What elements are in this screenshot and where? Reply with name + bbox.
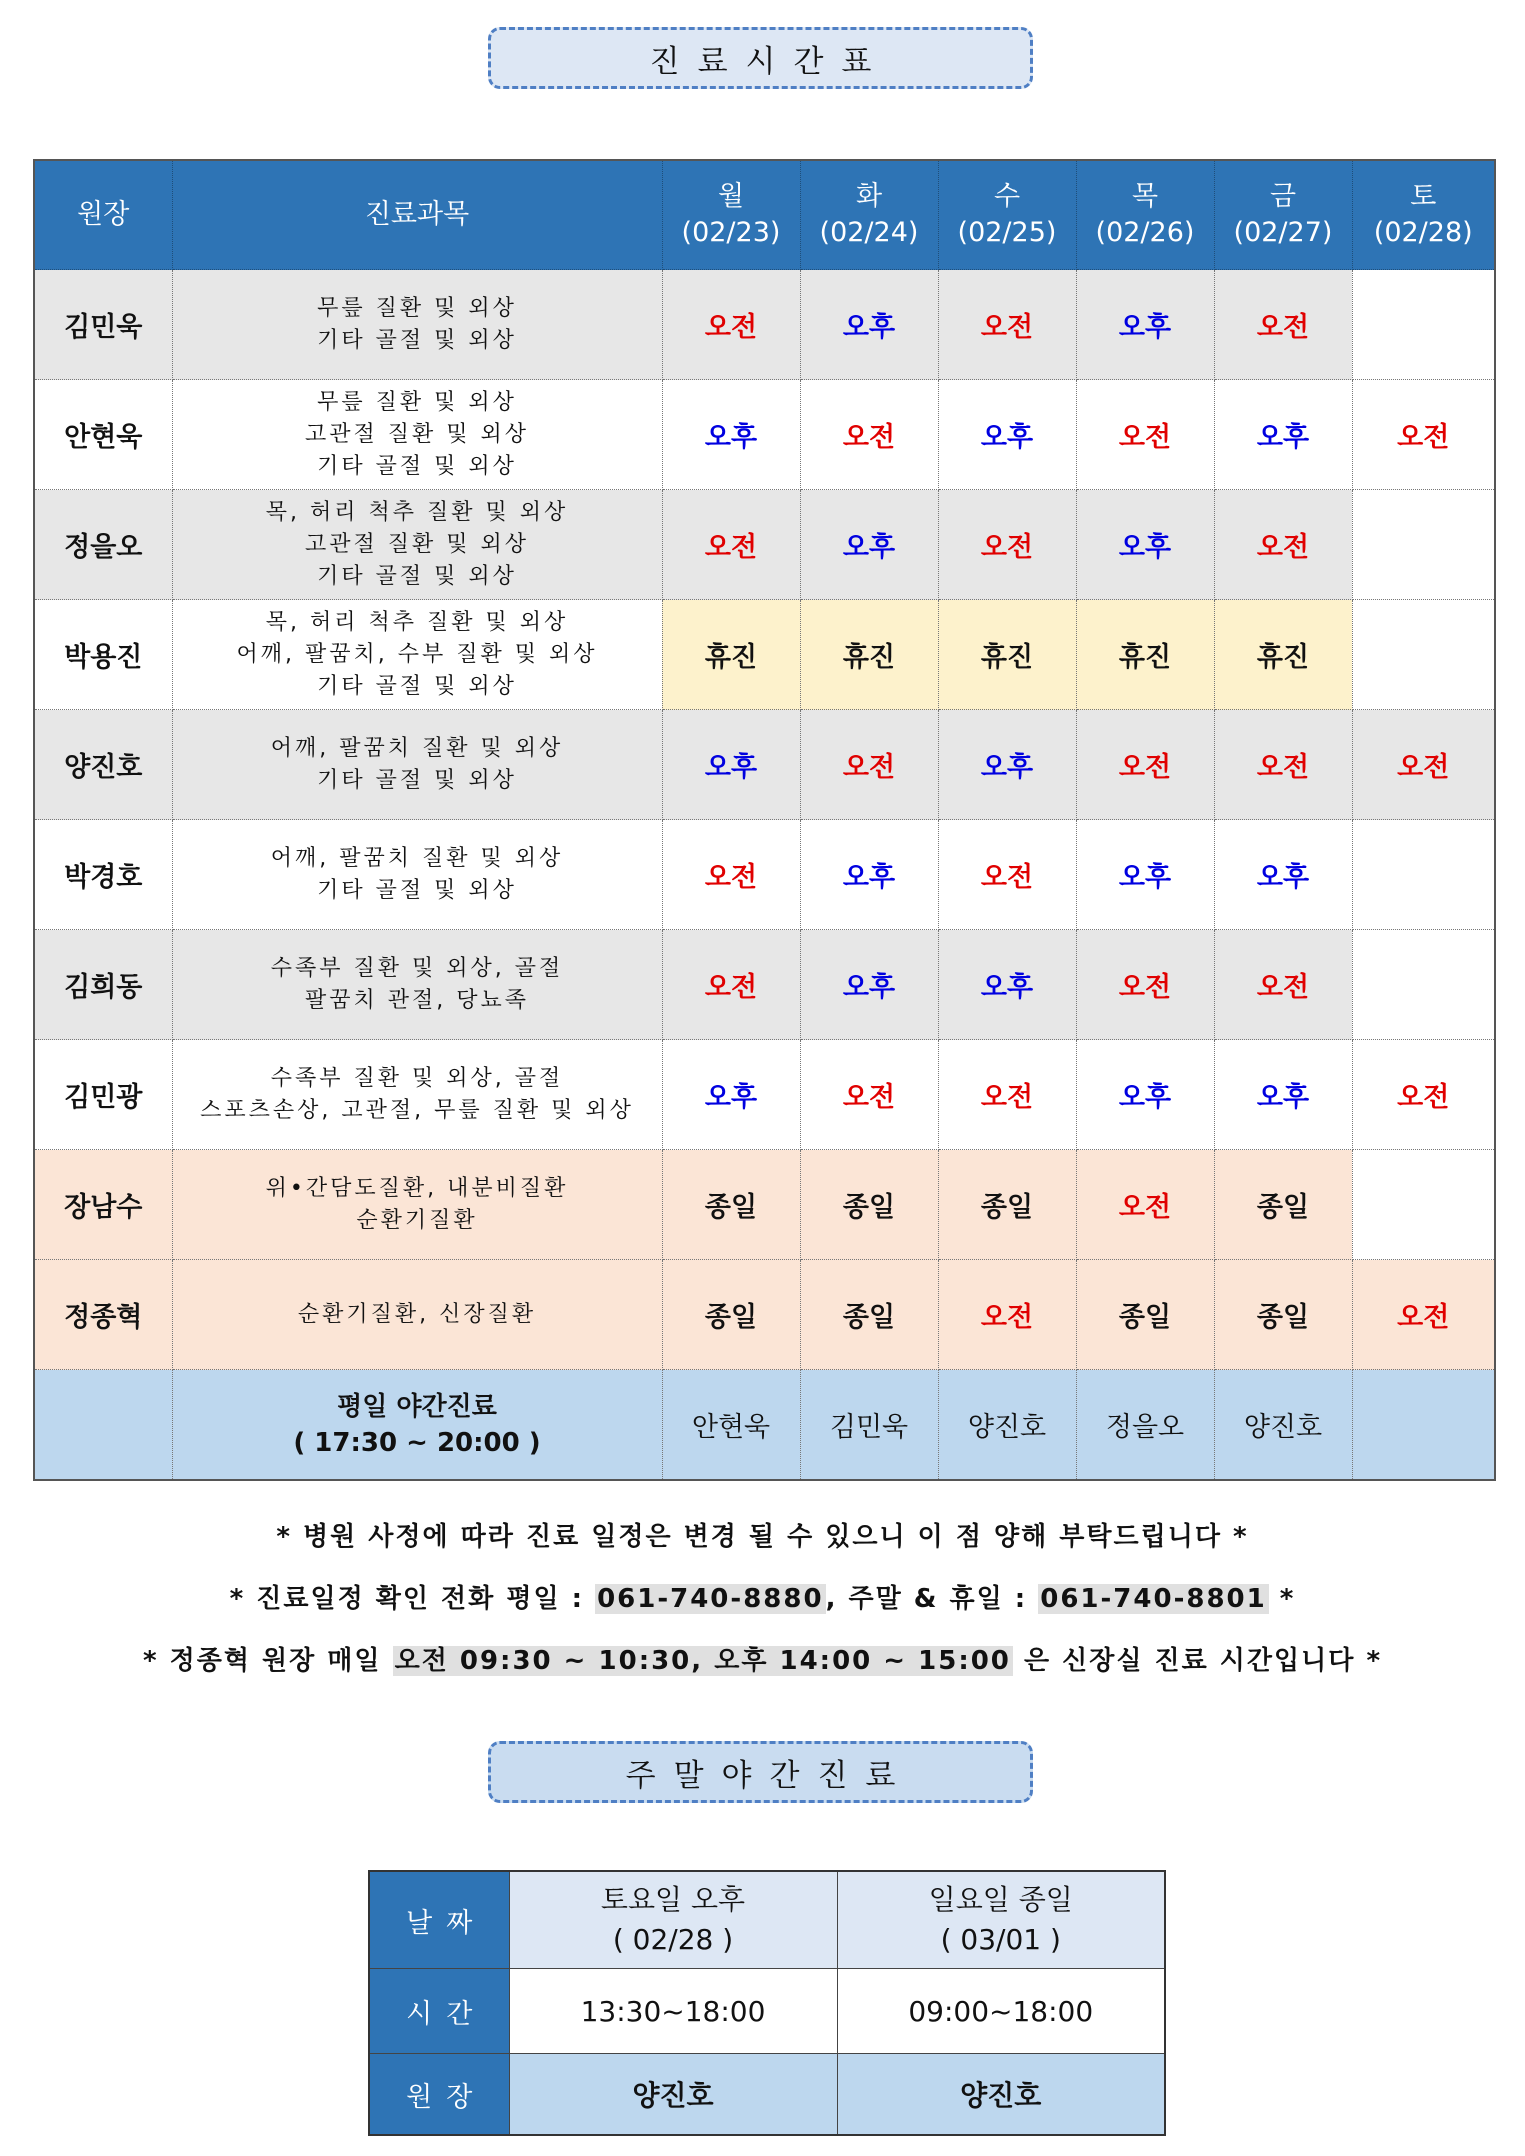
slot-value: 오후 xyxy=(704,1082,758,1113)
weekend-day-sunday: 일요일 종일 xyxy=(928,1883,1073,1916)
schedule-table xyxy=(33,159,1496,1481)
slot-cell xyxy=(1214,1260,1352,1370)
slot-value: 오전 xyxy=(980,312,1034,343)
slot-value: 오전 xyxy=(704,312,758,343)
slot-cell xyxy=(1076,270,1214,380)
slot-cell xyxy=(938,820,1076,930)
director-name: 김민광 xyxy=(34,1040,172,1150)
slot-value: 오전 xyxy=(1397,1302,1450,1333)
slot-value: 오후 xyxy=(1256,422,1310,453)
weekday-phone: 061-740-8880 xyxy=(597,1584,824,1614)
table-row xyxy=(34,1260,1495,1370)
slot-value: 오전 xyxy=(704,972,758,1003)
subject-line: 기타 골절 및 외상 xyxy=(317,673,517,699)
slot-cell xyxy=(1214,1150,1352,1260)
subject-line: 어깨, 팔꿈치, 수부 질환 및 외상 xyxy=(236,641,598,667)
slot-value: 오전 xyxy=(1118,972,1172,1003)
subject-line: 무릎 질환 및 외상 xyxy=(317,389,517,415)
slot-cell xyxy=(662,600,800,710)
slot-value: 오후 xyxy=(842,862,896,893)
header-weekday: 수 xyxy=(993,181,1021,212)
slot-value: 오후 xyxy=(842,532,896,563)
slot-value: 오전 xyxy=(1397,422,1450,453)
subject-cell xyxy=(172,710,662,820)
weekend-time-sunday: 09:00~18:00 xyxy=(837,1969,1165,2054)
slot-value: 오전 xyxy=(980,1082,1034,1113)
slot-cell xyxy=(1076,1150,1214,1260)
slot-cell xyxy=(938,270,1076,380)
slot-value: 휴진 xyxy=(842,642,896,673)
slot-value: 오후 xyxy=(1118,1082,1172,1113)
slot-cell xyxy=(938,1150,1076,1260)
dialysis-notice-suffix: 은 신장실 진료 시간입니다 * xyxy=(1012,1646,1383,1676)
slot-cell xyxy=(1214,710,1352,820)
director-name: 정을오 xyxy=(34,490,172,600)
header-day-0 xyxy=(662,160,800,270)
weekend-director-row xyxy=(369,2054,1165,2136)
header-subject: 진료과목 xyxy=(172,160,662,270)
slot-cell xyxy=(938,490,1076,600)
night-doctor: 김민욱 xyxy=(829,1412,909,1443)
weekend-label-date: 날짜 xyxy=(369,1871,509,1969)
slot-value: 오전 xyxy=(1118,752,1172,783)
slot-value: 휴진 xyxy=(980,642,1034,673)
subject-line: 기타 골절 및 외상 xyxy=(317,877,517,903)
header-date: (02/28) xyxy=(1373,217,1473,248)
director-name: 박경호 xyxy=(34,820,172,930)
weekend-date-saturday xyxy=(509,1871,837,1969)
weekend-director-sunday: 양진호 xyxy=(837,2054,1165,2136)
weekend-daydate-sunday: ( 03/01 ) xyxy=(940,1923,1061,1956)
slot-cell xyxy=(800,1040,938,1150)
slot-cell xyxy=(662,930,800,1040)
subject-line: 팔꿈치 관절, 당뇨족 xyxy=(305,987,529,1013)
night-doctor-cell xyxy=(1214,1370,1352,1481)
night-row xyxy=(34,1370,1495,1481)
slot-value: 오후 xyxy=(1118,312,1172,343)
table-row xyxy=(34,820,1495,930)
slot-cell xyxy=(1352,270,1495,380)
slot-cell xyxy=(800,710,938,820)
slot-cell xyxy=(662,820,800,930)
slot-value: 오후 xyxy=(842,972,896,1003)
slot-cell xyxy=(1352,1150,1495,1260)
slot-value: 오전 xyxy=(980,862,1034,893)
header-date: (02/26) xyxy=(1095,217,1195,248)
slot-value: 오전 xyxy=(1118,422,1172,453)
night-title-cell xyxy=(172,1370,662,1481)
subject-cell xyxy=(172,1260,662,1370)
header-day-2 xyxy=(938,160,1076,270)
subject-line: 수족부 질환 및 외상, 골절 xyxy=(270,1065,564,1091)
subject-cell xyxy=(172,1150,662,1260)
slot-cell xyxy=(800,270,938,380)
header-day-1 xyxy=(800,160,938,270)
slot-cell xyxy=(1076,1260,1214,1370)
slot-cell xyxy=(1214,270,1352,380)
slot-value: 오전 xyxy=(1256,752,1310,783)
slot-cell xyxy=(662,380,800,490)
slot-value: 오전 xyxy=(980,532,1034,563)
weekend-table xyxy=(368,1870,1166,2136)
phone-notice-mid: , 주말 & 휴일 : xyxy=(825,1584,1039,1614)
slot-value: 오전 xyxy=(1256,972,1310,1003)
weekend-label-time: 시간 xyxy=(369,1969,509,2054)
slot-value: 휴진 xyxy=(1256,642,1310,673)
weekend-director-saturday: 양진호 xyxy=(509,2054,837,2136)
night-doctor: 안현욱 xyxy=(691,1412,771,1443)
schedule-title: 진료시간표 xyxy=(488,27,1033,89)
table-row xyxy=(34,490,1495,600)
subject-line: 위•간담도질환, 내분비질환 xyxy=(265,1175,569,1201)
table-row xyxy=(34,600,1495,710)
table-row xyxy=(34,1150,1495,1260)
slot-cell xyxy=(1076,930,1214,1040)
slot-value: 오전 xyxy=(704,862,758,893)
night-doctor-cell xyxy=(800,1370,938,1481)
slot-cell xyxy=(800,490,938,600)
slot-cell xyxy=(800,820,938,930)
night-doctor: 양진호 xyxy=(1243,1412,1323,1443)
director-name: 장남수 xyxy=(34,1150,172,1260)
night-doctor-cell xyxy=(938,1370,1076,1481)
slot-value: 오전 xyxy=(842,752,896,783)
slot-cell xyxy=(1076,490,1214,600)
director-name: 김민욱 xyxy=(34,270,172,380)
subject-line: 스포츠손상, 고관절, 무릎 질환 및 외상 xyxy=(200,1097,634,1123)
subject-line: 어깨, 팔꿈치 질환 및 외상 xyxy=(270,735,564,761)
slot-cell xyxy=(1352,380,1495,490)
slot-cell xyxy=(1352,490,1495,600)
slot-value: 오후 xyxy=(980,752,1034,783)
slot-cell xyxy=(662,490,800,600)
dialysis-notice xyxy=(0,1640,1525,1677)
subject-line: 어깨, 팔꿈치 질환 및 외상 xyxy=(270,845,564,871)
header-day-3 xyxy=(1076,160,1214,270)
header-date: (02/23) xyxy=(681,217,781,248)
slot-cell xyxy=(662,1260,800,1370)
slot-cell xyxy=(662,1150,800,1260)
weekend-date-sunday xyxy=(837,1871,1165,1969)
slot-cell xyxy=(1076,710,1214,820)
slot-cell xyxy=(800,1260,938,1370)
slot-value: 오후 xyxy=(1256,862,1310,893)
header-date: (02/25) xyxy=(957,217,1057,248)
weekend-time-saturday: 13:30~18:00 xyxy=(509,1969,837,2054)
slot-cell xyxy=(1214,380,1352,490)
header-weekday: 금 xyxy=(1269,181,1297,212)
slot-cell xyxy=(800,930,938,1040)
slot-value: 오전 xyxy=(980,1302,1034,1333)
table-row xyxy=(34,930,1495,1040)
slot-value: 종일 xyxy=(704,1192,758,1223)
slot-cell xyxy=(800,380,938,490)
weekend-phone: 061-740-8801 xyxy=(1040,1584,1267,1614)
slot-cell xyxy=(938,600,1076,710)
weekend-label-director: 원장 xyxy=(369,2054,509,2136)
night-doctor-cell xyxy=(662,1370,800,1481)
subject-line: 순환기질환 xyxy=(356,1207,478,1233)
slot-cell xyxy=(1352,930,1495,1040)
dialysis-notice-prefix: * 정종혁 원장 매일 xyxy=(142,1646,393,1676)
director-name: 박용진 xyxy=(34,600,172,710)
slot-value: 오후 xyxy=(1256,1082,1310,1113)
slot-cell xyxy=(800,1150,938,1260)
director-name: 김희동 xyxy=(34,930,172,1040)
night-doctor-cell xyxy=(1352,1370,1495,1481)
subject-line: 기타 골절 및 외상 xyxy=(317,327,517,353)
slot-value: 종일 xyxy=(842,1302,896,1333)
slot-value: 오후 xyxy=(704,752,758,783)
slot-cell xyxy=(938,710,1076,820)
slot-cell xyxy=(1214,490,1352,600)
slot-cell xyxy=(1214,820,1352,930)
table-row xyxy=(34,270,1495,380)
header-day-4 xyxy=(1214,160,1352,270)
night-empty-cell xyxy=(34,1370,172,1481)
director-name: 안현욱 xyxy=(34,380,172,490)
slot-cell xyxy=(1076,380,1214,490)
slot-value: 휴진 xyxy=(704,642,758,673)
slot-cell xyxy=(1076,820,1214,930)
slot-value: 휴진 xyxy=(1118,642,1172,673)
weekend-time-row xyxy=(369,1969,1165,2054)
slot-cell xyxy=(1214,600,1352,710)
slot-cell xyxy=(1214,1040,1352,1150)
slot-value: 오후 xyxy=(980,972,1034,1003)
slot-value: 오후 xyxy=(842,312,896,343)
schedule-change-notice: * 병원 사정에 따라 진료 일정은 변경 될 수 있으니 이 점 양해 부탁드립니다 * xyxy=(276,1522,1249,1552)
subject-cell xyxy=(172,820,662,930)
slot-value: 오전 xyxy=(1256,312,1310,343)
night-doctor: 양진호 xyxy=(967,1412,1047,1443)
slot-value: 종일 xyxy=(980,1192,1034,1223)
slot-value: 종일 xyxy=(1256,1302,1310,1333)
slot-cell xyxy=(1076,600,1214,710)
phone-notice xyxy=(0,1578,1525,1615)
subject-line: 목, 허리 척추 질환 및 외상 xyxy=(265,499,569,525)
slot-value: 종일 xyxy=(1256,1192,1310,1223)
slot-cell xyxy=(1352,1040,1495,1150)
slot-value: 종일 xyxy=(704,1302,758,1333)
slot-cell xyxy=(800,600,938,710)
slot-value: 오후 xyxy=(980,422,1034,453)
night-title: 평일 야간진료 xyxy=(337,1391,497,1422)
header-weekday: 월 xyxy=(717,181,745,212)
night-doctor-cell xyxy=(1076,1370,1214,1481)
slot-value: 오전 xyxy=(1118,1192,1172,1223)
schedule-header-row xyxy=(34,160,1495,270)
slot-cell xyxy=(662,710,800,820)
slot-cell xyxy=(662,1040,800,1150)
subject-line: 기타 골절 및 외상 xyxy=(317,453,517,479)
weekend-day-saturday: 토요일 오후 xyxy=(600,1883,746,1916)
slot-cell xyxy=(1214,930,1352,1040)
slot-cell xyxy=(1352,710,1495,820)
slot-cell xyxy=(938,1040,1076,1150)
slot-cell xyxy=(1352,1260,1495,1370)
slot-value: 종일 xyxy=(842,1192,896,1223)
table-row xyxy=(34,380,1495,490)
subject-cell xyxy=(172,270,662,380)
slot-cell xyxy=(938,1260,1076,1370)
weekend-daydate-saturday: ( 02/28 ) xyxy=(612,1923,734,1956)
slot-cell xyxy=(938,380,1076,490)
slot-cell xyxy=(938,930,1076,1040)
table-row xyxy=(34,1040,1495,1150)
director-name: 양진호 xyxy=(34,710,172,820)
weekend-title: 주말야간진료 xyxy=(488,1741,1033,1803)
subject-cell xyxy=(172,600,662,710)
slot-value: 오전 xyxy=(1397,752,1450,783)
header-weekday: 토 xyxy=(1410,181,1437,212)
header-weekday: 목 xyxy=(1131,181,1159,212)
header-day-5 xyxy=(1352,160,1495,270)
subject-cell xyxy=(172,490,662,600)
header-date: (02/24) xyxy=(819,217,919,248)
slot-value: 오후 xyxy=(1118,532,1172,563)
slot-value: 오후 xyxy=(704,422,758,453)
weekend-date-row xyxy=(369,1871,1165,1969)
phone-notice-prefix: * 진료일정 확인 전화 평일 : xyxy=(229,1584,596,1614)
phone-notice-suffix: * xyxy=(1268,1584,1296,1614)
subject-line: 수족부 질환 및 외상, 골절 xyxy=(270,955,564,981)
slot-cell xyxy=(662,270,800,380)
slot-cell xyxy=(1076,1040,1214,1150)
header-weekday: 화 xyxy=(855,181,883,212)
header-date: (02/27) xyxy=(1233,217,1333,248)
table-row xyxy=(34,710,1495,820)
dialysis-hours: 오전 09:30 ~ 10:30, 오후 14:00 ~ 15:00 xyxy=(394,1646,1011,1676)
slot-value: 오전 xyxy=(1256,532,1310,563)
subject-line: 목, 허리 척추 질환 및 외상 xyxy=(265,609,569,635)
slot-cell xyxy=(1352,600,1495,710)
slot-value: 오후 xyxy=(1118,862,1172,893)
slot-value: 오전 xyxy=(842,422,896,453)
subject-line: 순환기질환, 신장질환 xyxy=(297,1301,537,1327)
subject-cell xyxy=(172,930,662,1040)
subject-line: 기타 골절 및 외상 xyxy=(317,563,517,589)
subject-line: 기타 골절 및 외상 xyxy=(317,767,517,793)
subject-line: 고관절 질환 및 외상 xyxy=(305,531,529,557)
subject-line: 무릎 질환 및 외상 xyxy=(317,295,517,321)
subject-cell xyxy=(172,1040,662,1150)
night-doctor: 정을오 xyxy=(1105,1412,1185,1443)
slot-value: 오전 xyxy=(704,532,758,563)
subject-line: 고관절 질환 및 외상 xyxy=(305,421,529,447)
night-hours: ( 17:30 ~ 20:00 ) xyxy=(293,1427,541,1458)
slot-cell xyxy=(1352,820,1495,930)
slot-value: 오전 xyxy=(842,1082,896,1113)
header-director: 원장 xyxy=(34,160,172,270)
slot-value: 오전 xyxy=(1397,1082,1450,1113)
director-name: 정종혁 xyxy=(34,1260,172,1370)
subject-cell xyxy=(172,380,662,490)
slot-value: 종일 xyxy=(1118,1302,1172,1333)
